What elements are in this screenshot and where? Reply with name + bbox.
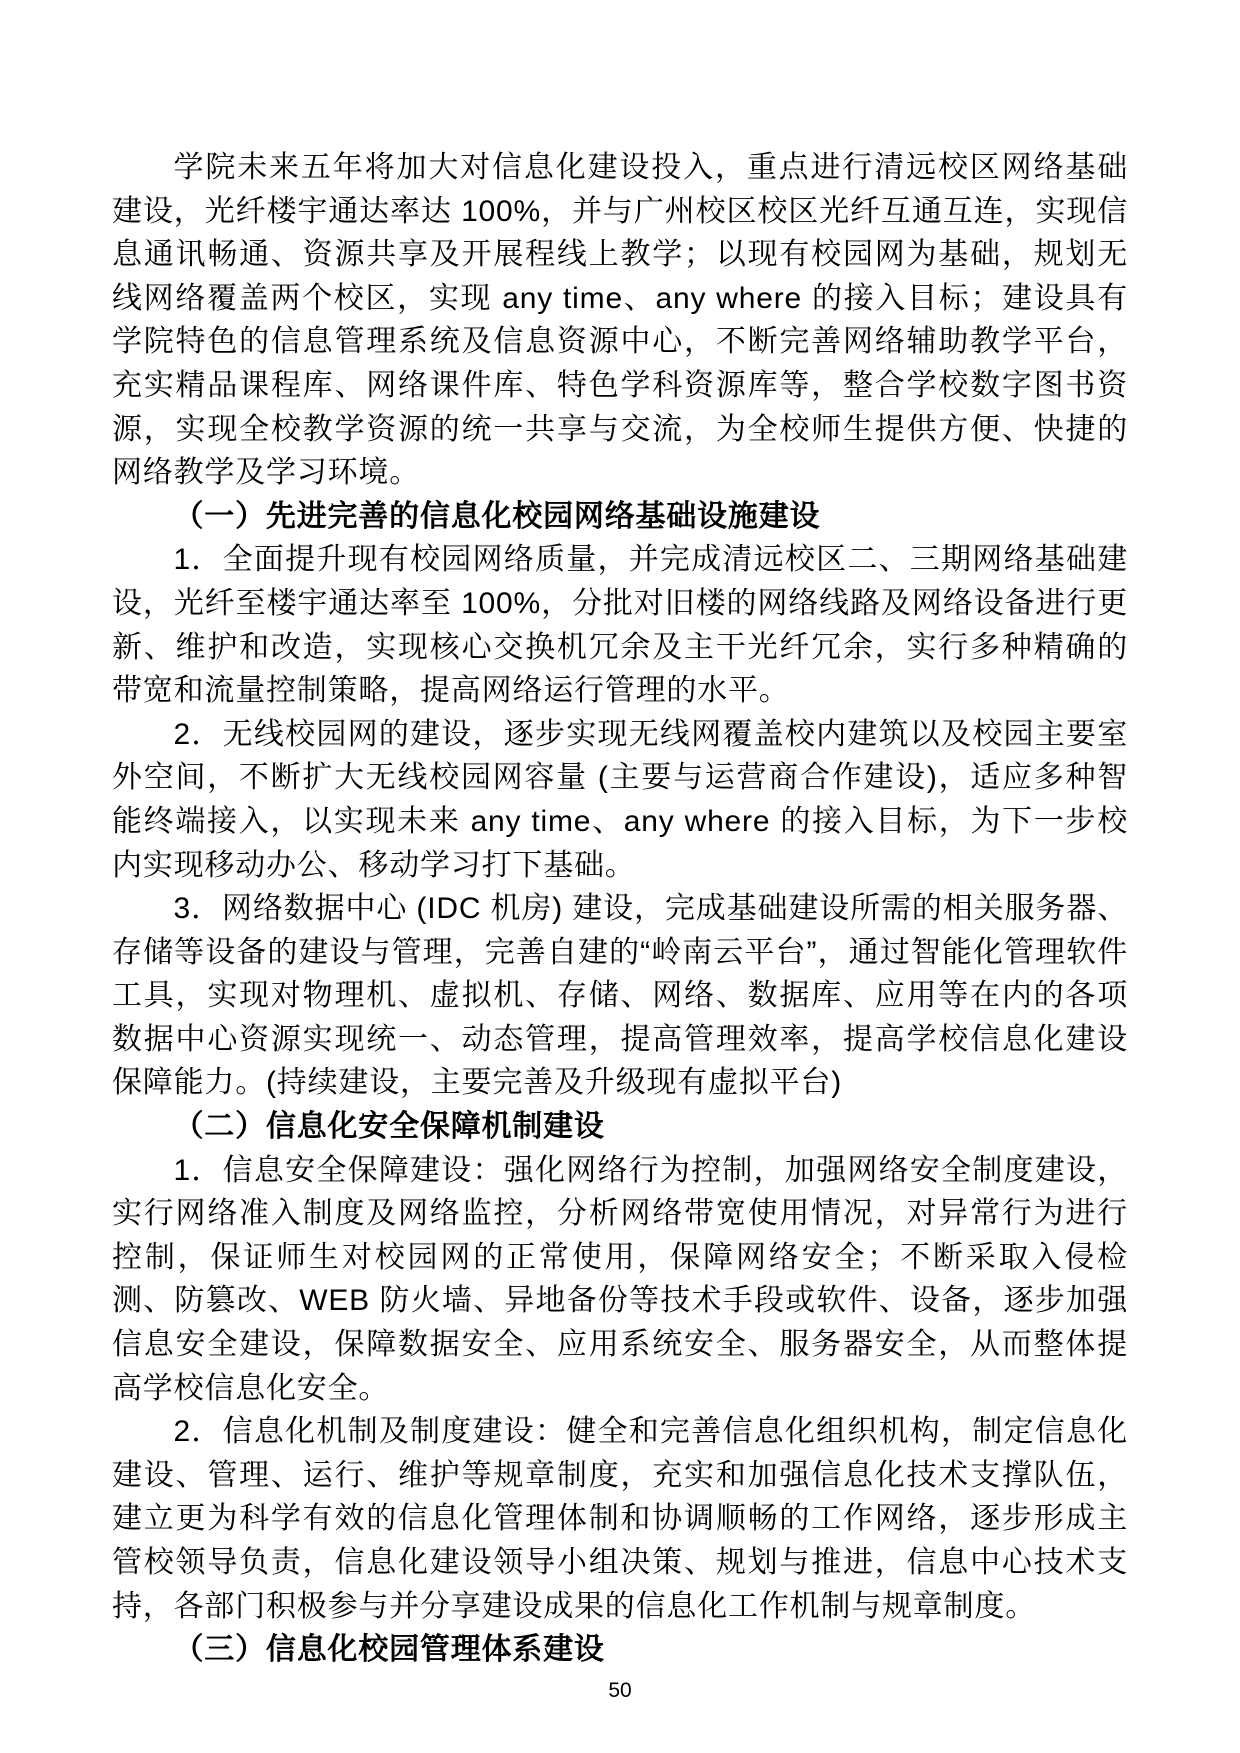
- paragraph-section1-item3: 3．网络数据中心 (IDC 机房) 建设，完成基础建设所需的相关服务器、存储等设备的建设与管理，完善自建的“岭南云平台”，通过智能化管理软件工具，实现对物理机、虚拟机、存储、网络、数据库、应用等在内的各项数据中心资源实现统一、动态管理，提高管理效率，提高学校信息化建设保障能力。(持续建设，主要完善及升级现有虚拟平台): [112, 892, 1128, 1100]
- paragraph-section1-item2: 2．无线校园网的建设，逐步实现无线网覆盖校内建筑以及校园主要室外空间，不断扩大无线校园网容量 (主要与运营商合作建设)，适应多种智能终端接入，以实现未来 any time、any where 的接入目标，为下一步校内实现移动办公、移动学习打下基础。: [112, 717, 1128, 882]
- paragraph-section1-item1: 1．全面提升现有校园网络质量，并完成清远校区二、三期网络基础建设，光纤至楼宇通达率至 100%，分批对旧楼的网络线路及网络设备进行更新、维护和改造，实现核心交换机冗余及主干光纤冗余，实行多种精确的带宽和流量控制策略，提高网络运行管理的水平。: [112, 543, 1128, 708]
- document-content: [112, 146, 1128, 1672]
- paragraph-section2-item1: 1．信息安全保障建设：强化网络行为控制，加强网络安全制度建设，实行网络准入制度及网络监控，分析网络带宽使用情况，对异常行为进行控制，保证师生对校园网的正常使用，保障网络安全；不断采取入侵检测、防篡改、WEB 防火墙、异地备份等技术手段或软件、设备，逐步加强信息安全建设，保障数据安全、应用系统安全、服务器安全，从而整体提高学校信息化安全。: [112, 1153, 1128, 1405]
- section-heading-1: （一）先进完善的信息化校园网络基础设施建设: [173, 499, 821, 533]
- page-number: 50: [608, 1679, 632, 1702]
- paragraph-section2-item2: 2．信息化机制及制度建设：健全和完善信息化组织机构，制定信息化建设、管理、运行、维护等规章制度，充实和加强信息化技术支撑队伍，建立更为科学有效的信息化管理体制和协调顺畅的工作网络，逐步形成主管校领导负责，信息化建设领导小组决策、规划与推进，信息中心技术支持，各部门积极参与并分享建设成果的信息化工作机制与规章制度。: [112, 1415, 1128, 1623]
- section-heading-3: （三）信息化校园管理体系建设: [173, 1633, 605, 1667]
- section-heading-2: （二）信息化安全保障机制建设: [173, 1110, 605, 1144]
- paragraph-intro: 学院未来五年将加大对信息化建设投入，重点进行清远校区网络基础建设，光纤楼宇通达率达 100%，并与广州校区校区光纤互通互连，实现信息通讯畅通、资源共享及开展程线上教学；以现有校园网为基础，规划无线网络覆盖两个校区，实现 any time、any where 的接入目标；建设具有学院特色的信息管理系统及信息资源中心，不断完善网络辅助教学平台，充实精品课程库、网络课件库、特色学科资源库等，整合学校数字图书资源，实现全校教学资源的统一共享与交流，为全校师生提供方便、快捷的网络教学及学习环境。: [112, 151, 1128, 490]
